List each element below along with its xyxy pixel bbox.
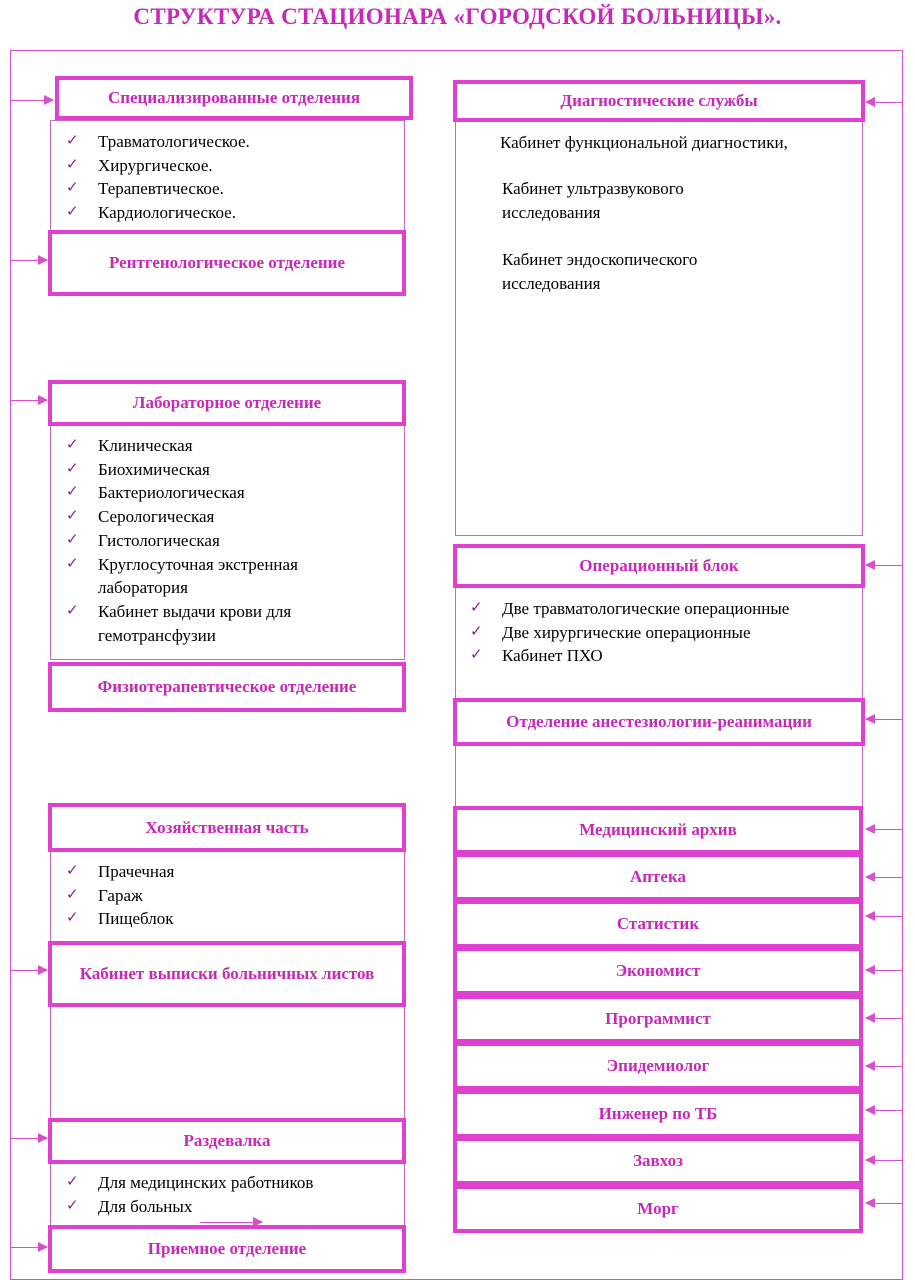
arrow-to-laboratory	[11, 400, 47, 401]
arrow-to-economist	[866, 970, 902, 971]
laboratory-list	[66, 434, 366, 647]
checkmark-icon: ✓	[66, 886, 79, 903]
diagnostic-header: Диагностические службы	[453, 80, 865, 122]
checkmark-icon: ✓	[66, 602, 79, 619]
checkmark-icon: ✓	[66, 180, 79, 197]
service-box-morgue: Морг	[453, 1185, 863, 1233]
service-box-pharmacy: Аптека	[453, 853, 863, 901]
household-list	[66, 860, 386, 931]
checkmark-icon: ✓	[66, 1197, 79, 1214]
arrow-to-admission-upper	[200, 1222, 262, 1223]
list-item: ✓ Круглосуточная экстренная лаборатория	[66, 554, 298, 598]
list-item: ✓ Гистологическая	[66, 529, 366, 553]
list-item: ✓ Гараж	[66, 884, 386, 908]
arrow-to-morgue	[866, 1203, 902, 1204]
checkmark-icon: ✓	[470, 647, 483, 664]
service-box-statistician: Статистик	[453, 900, 863, 948]
arrow-to-admission-lower	[11, 1247, 47, 1248]
diagnostic-item-ultrasound: Кабинет ультразвукового исследования	[502, 179, 684, 222]
checkmark-icon: ✓	[66, 508, 79, 525]
household-header: Хозяйственная часть	[48, 803, 406, 852]
checkmark-icon: ✓	[66, 133, 79, 149]
list-item: ✓ Для медицинских работников	[66, 1171, 386, 1195]
checkmark-icon: ✓	[66, 437, 79, 453]
checkmark-icon: ✓	[66, 204, 79, 221]
list-item: ✓ Прачечная	[66, 860, 386, 884]
list-item: ✓ Биохимическая	[66, 458, 366, 482]
checkmark-icon: ✓	[66, 460, 79, 477]
list-item: ✓ Травматологическое.	[66, 130, 401, 154]
list-item: ✓ Кабинет ПХО	[470, 644, 815, 668]
radiology-header: Рентгенологическое отделение	[48, 230, 406, 296]
diagnostic-item-functional: Кабинет функциональной диагностики,	[500, 133, 788, 152]
page-title: СТРУКТУРА СТАЦИОНАРА «ГОРОДСКОЙ БОЛЬНИЦЫ».	[133, 4, 782, 29]
service-box-programmer: Программист	[453, 995, 863, 1043]
list-item: ✓ Пищеблок	[66, 907, 386, 931]
list-item: ✓ Клиническая	[66, 434, 366, 458]
sickleave-header: Кабинет выписки больничных листов	[48, 941, 406, 1007]
arrow-to-epidemiologist	[866, 1066, 902, 1067]
cloakroom-header: Раздевалка	[48, 1118, 406, 1164]
arrow-to-pharmacy	[866, 877, 902, 878]
service-box-safety-engineer: Инженер по ТБ	[453, 1090, 863, 1138]
arrow-to-safety-engineer	[866, 1110, 902, 1111]
list-item: ✓ Терапевтическое.	[66, 177, 401, 201]
arrow-to-supply-manager	[866, 1160, 902, 1161]
anesthesia-header: Отделение анестезиологии-реанимации	[453, 698, 865, 746]
arrow-to-cloakroom	[11, 1138, 47, 1139]
checkmark-icon: ✓	[470, 623, 483, 640]
arrow-to-sickleave	[11, 970, 47, 971]
list-item: ✓ Бактериологическая	[66, 481, 366, 505]
arrow-to-diagnostic	[866, 102, 902, 103]
checkmark-icon: ✓	[66, 910, 79, 927]
admission-header: Приемное отделение	[48, 1225, 406, 1273]
arrow-to-statistician	[866, 916, 902, 917]
checkmark-icon: ✓	[66, 484, 79, 501]
list-item: ✓ Две хирургические операционные	[470, 621, 815, 645]
arrow-to-archive	[866, 829, 902, 830]
diagnostic-item-endoscopy: Кабинет эндоскопического исследования	[502, 250, 698, 293]
operating-list	[470, 597, 815, 668]
list-item: ✓ Кардиологическое.	[66, 201, 401, 225]
service-box-epidemiologist: Эпидемиолог	[453, 1042, 863, 1090]
arrow-to-operating	[866, 565, 902, 566]
list-item: ✓ Две травматологические операционные	[470, 597, 815, 621]
checkmark-icon: ✓	[66, 1174, 79, 1190]
specialized-header: Специализированные отделения	[55, 76, 413, 120]
laboratory-header: Лабораторное отделение	[48, 380, 406, 426]
physio-header: Физиотерапевтическое отделение	[48, 662, 406, 712]
list-item: ✓ Хирургическое.	[66, 154, 401, 178]
list-item: ✓ Серологическая	[66, 505, 366, 529]
specialized-list	[66, 130, 401, 225]
checkmark-icon: ✓	[470, 600, 483, 616]
cloakroom-list	[66, 1171, 386, 1218]
service-box-economist: Экономист	[453, 947, 863, 995]
anesthesia-panel	[455, 744, 863, 808]
arrow-to-anesthesia	[866, 719, 902, 720]
checkmark-icon: ✓	[66, 531, 79, 548]
list-item: ✓ Кабинет выдачи крови для гемотрансфузии	[66, 601, 292, 645]
service-box-supply-manager: Завхоз	[453, 1137, 863, 1185]
sickleave-panel	[50, 1004, 405, 1120]
checkmark-icon: ✓	[66, 863, 79, 879]
list-item: ✓ Для больных	[66, 1195, 386, 1219]
arrow-to-programmer	[866, 1018, 902, 1019]
arrow-to-specialized	[11, 100, 53, 101]
service-box-archive: Медицинский архив	[453, 806, 863, 854]
checkmark-icon: ✓	[66, 156, 79, 173]
checkmark-icon: ✓	[66, 555, 79, 572]
operating-header: Операционный блок	[453, 544, 865, 588]
arrow-to-radiology	[11, 260, 47, 261]
